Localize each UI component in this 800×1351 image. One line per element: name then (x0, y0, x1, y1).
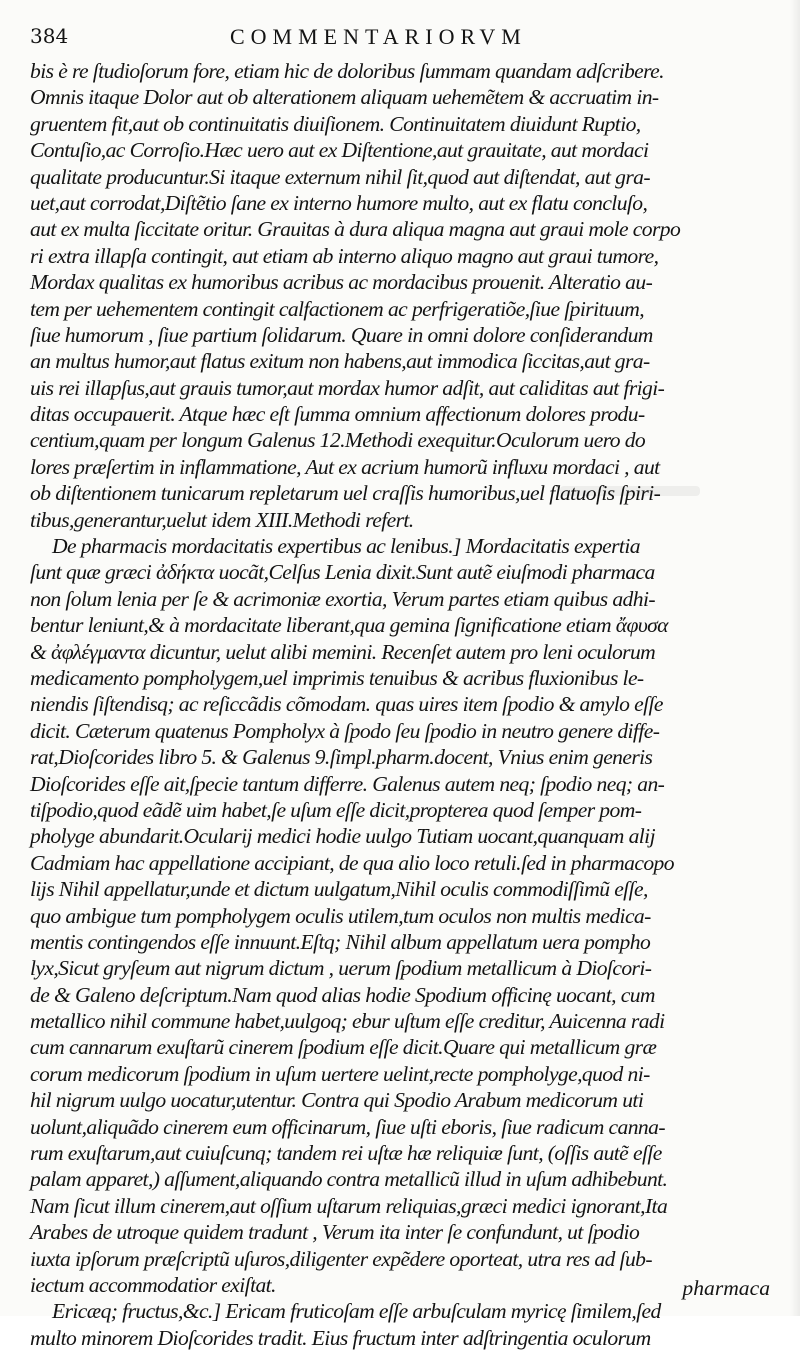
text-line: qualitate producuntur.Si itaque externum nihil ſit,quod aut diſtendat, aut gra- (30, 164, 650, 189)
text-line: Arabes de utroque quidem tradunt , Verum ita inter ſe confundunt, ut ſpodio (30, 1220, 640, 1245)
text-line: rum exuſtarum,aut cuiuſcunq; tandem rei uſtæ hæ reliquiæ ſunt, (oſſis autẽ eſſe (30, 1141, 662, 1166)
text-line: Cadmiam hac appellatione accipiant, de qua alio loco retuli.ſed in pharmacopo (30, 850, 674, 875)
text-line: Contuſio,ac Corroſio.Hæc uero aut ex Diſtentione,aut grauitate, aut mordaci (30, 138, 649, 163)
text-line: Mordax qualitas ex humoribus acribus ac mordacibus prouenit. Alteratio au- (30, 270, 653, 295)
text-line: metallico nihil commune habet,uulgoq; ebur uſtum eſſe creditur, Auicenna radi (30, 1009, 665, 1034)
running-head: COMMENTARIORVM (230, 24, 527, 49)
text-line: uet,aut corrodat,Diſtẽtio ſane ex interno humore multo, aut ex flatu concluſo, (30, 190, 648, 215)
page-body (30, 58, 780, 1351)
text-line: an multus humor,aut flatus exitum non habens,aut immodica ſiccitas,aut gra- (30, 349, 650, 374)
text-line: bentur leniunt,& à mordacitate liberant,qua gemina ſignificatione etiam ἄφυσα (30, 613, 668, 638)
catchword: pharmaca (682, 1276, 770, 1300)
text-line: corum medicorum ſpodium in uſum uertere uelint,recte pompholyge,quod ni- (30, 1061, 650, 1086)
text-line: ri extra illapſa contingit, aut etiam ab interno aliquo magno aut graui tumore, (30, 243, 659, 268)
text-line: ob diſtentionem tunicarum repletarum uel craſſis humoribus,uel flatuoſis ſpiri- (30, 481, 661, 506)
text-line: rat,Dioſcorides libro 5. & Galenus 9.ſimpl.pharm.docent, Vnius enim generis (30, 745, 653, 770)
text-line: uolunt,aliquãdo cinerem eum officinarum, ſiue uſti eboris, ſiue radicum canna- (30, 1114, 665, 1139)
text-line: de & Galeno deſcriptum.Nam quod alias hodie Spodium officinę uocant, cum (30, 982, 655, 1007)
text-line: hil nigrum uulgo uocatur,utentur. Contra qui Spodio Arabum medicorum uti (30, 1088, 644, 1113)
page-edge-shadow (790, 0, 800, 1316)
text-line: ſunt quæ græci ἀδήκτα uocãt,Celſus Lenia dixit.Sunt autẽ eiuſmodi pharmaca (30, 560, 655, 585)
text-line: uis rei illapſus,aut grauis tumor,aut mordax humor adſit, aut caliditas aut frigi- (30, 375, 665, 400)
text-line: tem per uehementem contingit calfactionem ac perfrigeratiõe,ſiue ſpirituum, (30, 296, 645, 321)
text-line: lijs Nihil appellatur,unde et dictum uulgatum,Nihil oculis commodiſſimũ eſſe, (30, 877, 648, 902)
text-line: aut ex multa ſiccitate oritur. Grauitas à dura aliqua magna aut graui mole corpo (30, 217, 681, 242)
text-line: palam apparet,) aſſument,aliquando contra metallicũ illud in uſum adhibebunt. (30, 1167, 668, 1192)
text-line: non ſolum lenia per ſe & acrimoniæ exortia, Verum partes etiam quibus adhi- (30, 586, 655, 611)
text-line: Nam ſicut illum cinerem,aut oſſium uſtarum reliquias,græci medici ignorant,Ita (30, 1193, 668, 1218)
text-line: lores præſertim in inflammatione, Aut ex acrium humorũ influxu mordaci , aut (30, 454, 660, 479)
text-line: medicamento pompholygem,uel imprimis tenuibus & acribus fluxionibus le- (30, 665, 644, 690)
text-line: lyx,Sicut gryſeum aut nigrum dictum , uerum ſpodium metallicum à Dioſcori- (30, 956, 652, 981)
page-header (30, 20, 770, 60)
paragraph-start-line: Ericæq; fructus,&c.] Ericam fruticoſam eſſe arbuſculam myricę ſimilem,ſed (52, 1299, 661, 1324)
text-line: ditas occupauerit. Atque hæc eſt ſumma omnium affectionum dolores produ- (30, 402, 645, 427)
text-line: multo minorem Dioſcorides tradit. Eius fructum inter adſtringentia oculorum (30, 1325, 651, 1350)
text-line: tiſpodio,quod eãdẽ uim habet,ſe uſum eſſe dicit,propterea quod ſemper pom- (30, 797, 642, 822)
text-line: gruentem fit,aut ob continuitatis diuiſionem. Continuitatem diuidunt Ruptio, (30, 111, 641, 136)
text-line: mentis contingendos eſſe innuunt.Eſtq; Nihil album appellatum uera pompho (30, 929, 651, 954)
text-line: niendis ſiſtendisq; ac reſiccãdis cõmodam. quas uires item ſpodio & amylo eſſe (30, 692, 663, 717)
text-line: quo ambigue tum pompholygem oculis utilem,tum oculos non multis medica- (30, 903, 651, 928)
text-line: bis è re ſtudioſorum fore, etiam hic de doloribus ſummam quandam adſcribere. (30, 59, 664, 83)
text-line: centium,quam per longum Galenus 12.Methodi exequitur.Oculorum uero do (30, 428, 646, 453)
page-number: 384 (30, 24, 69, 48)
text-line: cum cannarum exuſtarũ cinerem ſpodium eſſe dicit.Quare qui metallicum græ (30, 1035, 657, 1060)
paragraph-start-line: De pharmacis mordacitatis expertibus ac lenibus.] Mordacitatis expertia (52, 534, 640, 559)
text-line: iectum accommodatior exiſtat. (30, 1272, 276, 1297)
text-line: & ἀφλέγμαντα dicuntur, uelut alibi memini. Recenſet autem pro leni oculorum (30, 639, 656, 664)
text-line: iuxta ipſorum præſcriptũ uſuros,diligenter expẽdere oporteat, utra res ad ſub- (30, 1246, 652, 1271)
text-line: Omnis itaque Dolor aut ob alterationem aliquam uehemẽtem & accruatim in- (30, 85, 659, 110)
text-line: Dioſcorides eſſe ait,ſpecie tantum differre. Galenus autem neq; ſpodio neq; an- (30, 771, 665, 796)
text-line: dicit. Cæterum quatenus Pompholyx à ſpodo ſeu ſpodio in neutro genere diffe- (30, 718, 660, 743)
text-line: ſiue humorum , ſiue partium ſolidarum. Quare in omni dolore conſiderandum (30, 322, 653, 347)
text-line: pholyge abundarit.Ocularij medici hodie uulgo Tutiam uocant,quanquam alij (30, 824, 655, 849)
text-line: tibus,generantur,uelut idem XIII.Methodi refert. (30, 507, 414, 532)
